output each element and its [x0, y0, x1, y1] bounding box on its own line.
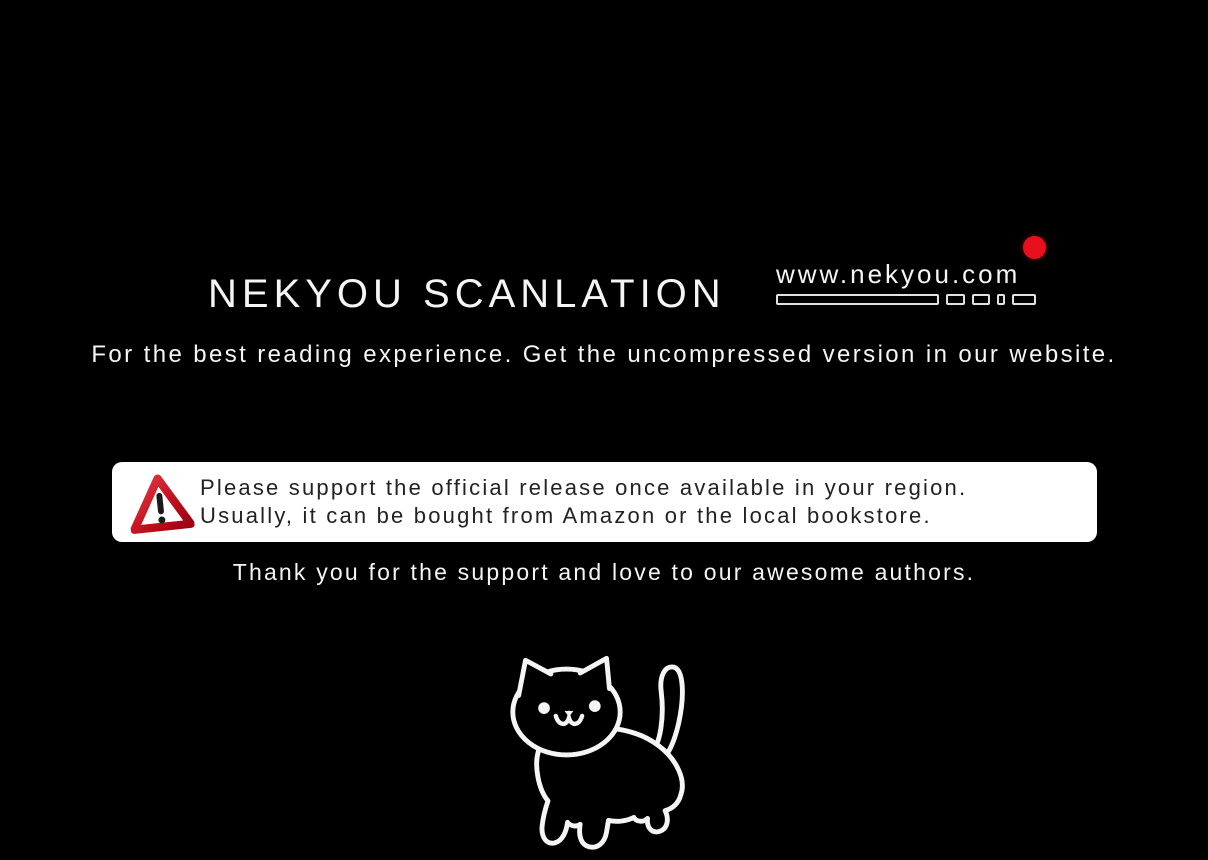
- barcode-bar-wide: [1012, 294, 1036, 305]
- notice-box: [112, 462, 1097, 542]
- notice-text: [200, 474, 967, 530]
- barcode-bar-square: [972, 294, 990, 305]
- red-dot: [1023, 236, 1046, 259]
- notice-line-2: Usually, it can be bought from Amazon or the local bookstore.: [200, 503, 932, 528]
- warning-icon: [125, 470, 195, 534]
- notice-line-1: Please support the official release once available in your region.: [200, 475, 968, 500]
- website-url: www.nekyou.com: [776, 259, 1021, 289]
- barcode-bar-narrow: [997, 294, 1005, 305]
- page-title: NEKYOU SCANLATION: [208, 272, 726, 316]
- barcode-bar-square: [946, 294, 965, 305]
- barcode-bar-long: [776, 294, 939, 305]
- barcode-bars: [776, 294, 1046, 305]
- cat-mascot-icon: [505, 654, 710, 854]
- website-block: [776, 259, 1046, 305]
- tagline: For the best reading experience. Get the uncompressed version in our website.: [91, 341, 1117, 368]
- thanks-line: Thank you for the support and love to our awesome authors.: [232, 559, 976, 585]
